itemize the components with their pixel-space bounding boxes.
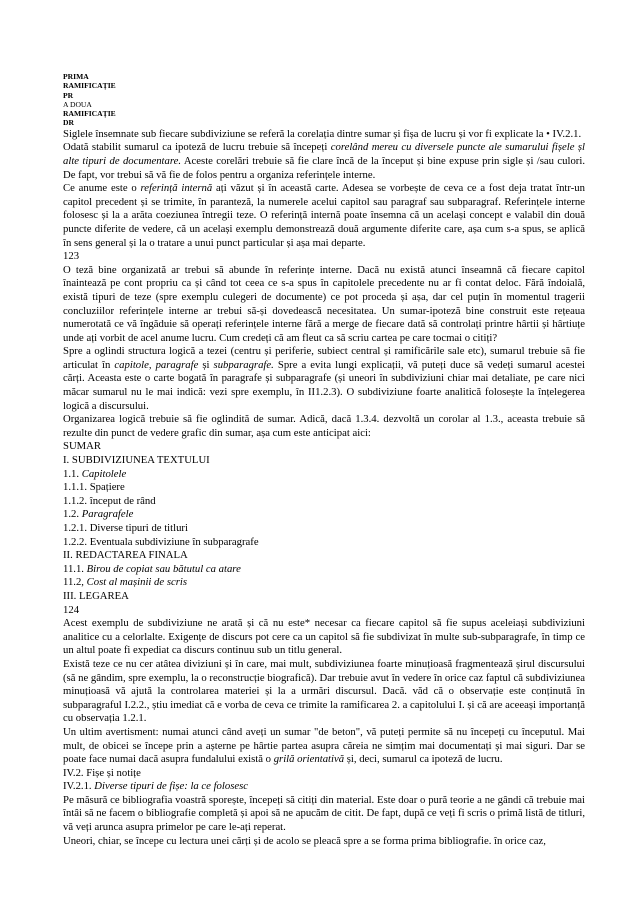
section-heading: IV.2.1. Diverse tipuri de fișe: la ce folosesc: [63, 780, 249, 793]
paragraph: Organizarea logică trebuie să fie oglindită de sumar. Adică, dacă 1.3.4. dezvoltă un corolar al 1.3., aceasta trebuie să rezulte din punct de vedere grafic din sumar, așa cum este anticipat aici:: [63, 413, 585, 439]
paragraph: Ce anume este o referință internă ați văzut și în această carte. Adesea se vorbește de ceva ce a fost deja tratat într-un capitol precedent și se trimite, în paranteză, la numerele acelui capitol sau paragraf sau subparagraf. Referințele interne folosesc și la a arăta coeziunea întregii teze. O referință internă poate însemna că un același concept e valabil din două puncte diferite de vedere, că un același exemplu demonstrează două argumente diferite care, așa cum s-a spus, se aplică în sens general și la o tratare a unui punct particular și așa mai departe.: [63, 182, 585, 249]
paragraph: Uneori, chiar, se începe cu lectura unei cărți și de acolo se pleacă spre a se forma prima bibliografie. în orice caz,: [63, 834, 546, 847]
paragraph: Un ultim avertisment: numai atunci când aveți un sumar "de beton", vă puteți permite să nu începeți cu începutul. Mai mult, de obicei se începe prin a așterne pe hârtie partea asupra căreia ne simțim mai documentați și mai siguri. Dar se poate face numai dacă asupra fundalului există o grilă orientativă și, deci, sumarul ca ipoteză de lucru.: [63, 725, 585, 766]
toc-entry: 11.1. Birou de copiat sau bătutul ca atare: [63, 562, 241, 575]
header-label: A DOUA: [63, 99, 92, 109]
paragraph: Odată stabilit sumarul ca ipoteză de lucru trebuie să începeți corelând mereu cu diversele puncte ale sumarului fișele șl alte tipuri de documentare. Aceste corelări trebuie să fie clare încă de la început și bine expuse prin sigle și /sau culori. De fapt, vor trebui să vă fie de folos pentru a organiza referințele interne.: [63, 141, 585, 181]
paragraph: Siglele însemnate sub fiecare subdiviziune se referă la corelația dintre sumar și fișa de lucru și vor fi explicate la • IV.2.1.: [63, 127, 582, 140]
header-label: RAMIFICAȚIE: [63, 109, 116, 119]
paragraph: Pe măsură ce bibliografia voastră sporește, începeți să citiți din material. Este doar o pură teorie a ne gândi că trebuie mai întâi să ne facem o bibliografie completă și apoi să ne apucăm de citit. De fapt, după ce veți fi scris o primă listă de titluri, vă veți arunca asupra primelor pe care le-ați reperat.: [63, 793, 585, 834]
paragraph: Acest exemplu de subdiviziune ne arată și că nu este* necesar ca fiecare capitol să fie supus aceleiași subdiviziuni analitice cu a celorlalte. Exigențe de discurs pot cere ca un capitol să fie subdivizat în multe sub-subparagrafe, în timp ce un altul poate fi expediat ca discurs continuu sub un titlu general.: [63, 617, 585, 657]
paragraph: Spre a oglindi structura logică a tezei (centru și periferie, subiect central și ramificările sale etc), sumarul trebuie să fie articulat în capitole, paragrafe și subparagrafe. Spre a evita lungi explicații, vă puteți duce să vedeți sumarul acestei cărți. Aceasta este o carte bogată în paragrafe și subparagrafe (și uneori în subdiviziuni chiar mai detaliate, pe care nici măcar sumarul nu le mai indică: vezi spre exemplu, în II1.2.3). O subdiviziune foarte analitică folosește la înțelegerea logică a discursului.: [63, 345, 585, 412]
toc-entry: II. REDACTAREA FINALA: [63, 549, 188, 562]
header-label: PRIMA: [63, 72, 89, 81]
header-label: RAMIFICAȚIE: [63, 81, 116, 91]
section-heading: IV.2. Fișe și notițe: [63, 766, 141, 779]
toc-entry: III. LEGAREA: [63, 589, 129, 602]
header-label: DR: [63, 118, 74, 128]
toc-entry: 1.1.1. Spațiere: [63, 481, 125, 494]
toc-title: SUMAR: [63, 440, 102, 453]
toc-entry: 1.2. Paragrafele: [63, 508, 134, 521]
table-of-contents: [63, 440, 585, 603]
toc-entry: 1.2.2. Eventuala subdiviziune în subparagrafe: [63, 535, 259, 548]
paragraph: O teză bine organizată ar trebui să abunde în referințe interne. Dacă nu există atunci înseamnă că fiecare capitol înaintează pe cont propriu ca și când tot ceea ce s-a spus în capitolele precedente nu ar fi contat deloc. Fără îndoială, există tipuri de teze (spre exemplu culegeri de documente) ce pot proceda și așa, dar cel puțin în momentul tragerii concluziilor referințele interne ar trebui să-și dovedească necesitatea. Un sumar-ipoteză bine construit este rețeaua numerotată ce vă îngăduie să operați referințele interne fără a merge de fiecare dată să controlați printre hârtii și hârtiuțe unde ați vorbit de acel anume lucru. Cum credeți că am fleut ca să scriu cartea pe care tocmai o citiți?: [63, 263, 585, 344]
toc-entry: I. SUBDIVIZIUNEA TEXTULUI: [63, 454, 210, 467]
toc-entry: 1.1. Capitolele: [63, 467, 127, 480]
paragraph: Există teze ce nu cer atâtea diviziuni și în care, mai mult, subdiviziunea foarte minuțioasă fragmentează șirul discursului (să ne gândim, spre exemplu, la o reconstrucție biografică). Dar trebuie avut în vedere în orice caz faptul că subdiviziunea minuțioasă vă ajută la controlarea materiei și la a urmări discursul. Dacă. văd că o observație este conținută în subparagraful I.2.2., știu imediat că e vorba de ceva ce trimite la ramificarea 2. a capitolului I. și că are aceeași importanță cu observația 1.2.1.: [63, 657, 585, 725]
document-page: [63, 72, 585, 848]
toc-entry: 11.2, Cost al mașinii de scris: [63, 576, 188, 589]
page-number: 123: [63, 250, 80, 263]
toc-entry: 1.1.2. început de rând: [63, 494, 156, 507]
toc-entry: 1.2.1. Diverse tipuri de titluri: [63, 522, 188, 534]
page-number: 124: [63, 603, 80, 616]
header-label: PR: [63, 90, 74, 100]
